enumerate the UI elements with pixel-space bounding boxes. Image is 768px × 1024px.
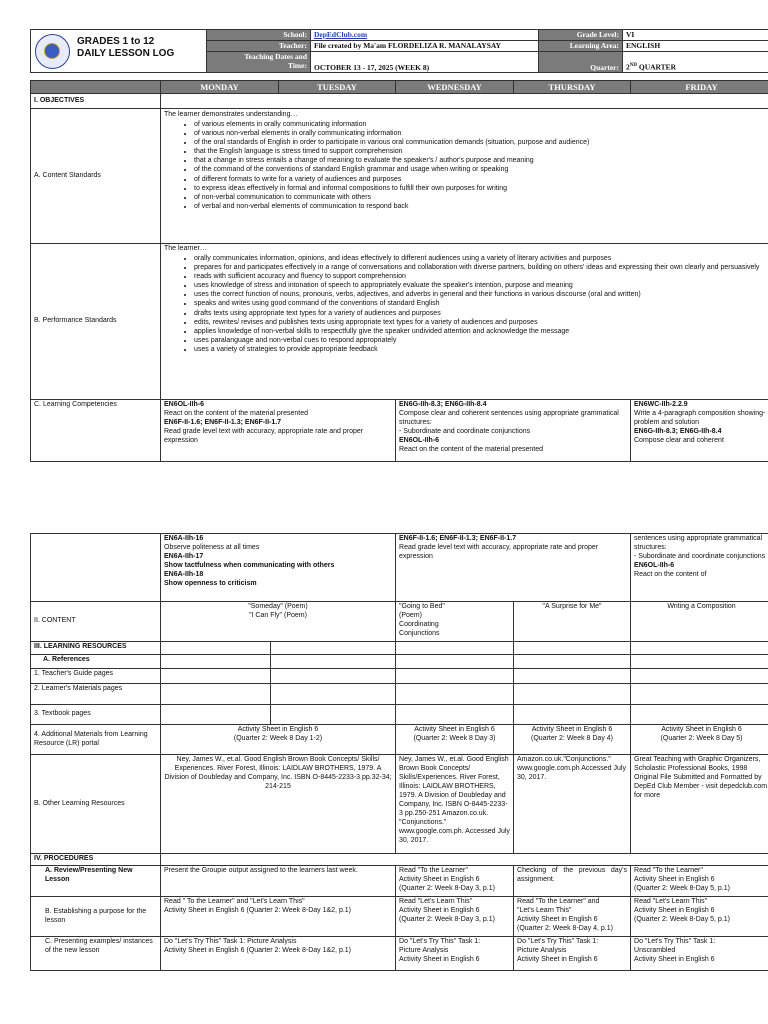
dates-label: Teaching Dates and Time: [207,51,311,73]
quarter-label: Quarter: [539,51,623,73]
content-thu: "A Surprise for Me" [514,602,631,642]
content-wed: "Going to Bed" (Poem) Coordinating Conjunctions [396,602,514,642]
performance-standards-cell: The learner… • orally communicates information, opinions, and ideas effectively to different audiences using a variety of literary activities and purposes • prepares for and participates effectively in a range of conversations and collaboration with diverse partners, building on others' ideas and expressing their own clearly and persuasively • reads with sufficient accuracy and fluency to support comprehension • uses knowledge of stress and intonation of speech to appropriately evaluate the speaker's intention, purpose and meaning • uses the correct function of nouns, pronouns, verbs, adjectives, and adverbs in general and their functions in various discourse (oral and written) • speaks and writes using good command of the conventions of standard English • drafts texts using appropriate text types for a variety of audiences and purposes • edits, rewrites/ revises and publishes texts using appropriate text types for a variety of audiences and purposes • applies knowledge of non-verbal skills to respectfully give the speaker undivided attention and acknowledge the message • uses paralanguage and non-verbal cues to respond appropriately • uses a variety of strategies to provide appropriate feedback [161,244,768,400]
procedure-b-label: B. Establishing a purpose for the lesson [31,897,161,937]
day-tuesday: TUESDAY [279,81,396,94]
procedure-b-thu: Read "To the Learner" and "Let's Learn This" Activity Sheet in English 6 (Quarter 2: Week 8-Day 4, p.1) [514,897,631,937]
school-label: School: [207,30,311,41]
day-wednesday: WEDNESDAY [396,81,514,94]
content-mon-tue: "Someday" (Poem) "I Can Fly" (Poem) [161,602,396,642]
additional-fri: Activity Sheet in English 6 (Quarter 2: Week 8 Day 5) [631,725,768,755]
content-standards-cell: The learner demonstrates understanding… • of various elements in orally communicating information • of various non-verbal elements in orally communicating information • of the oral standards of English in order to participate in various oral communication demands (situation, purpose and audience) • that the English language is stress timed to support comprehension • that a change in stress entails a change of meaning to evaluate the speaker's / author's purpose and meaning • of the command of the conventions of standard English grammar and usage when writing or speaking • of different formats to write for a variety of audiences and purposes • to express ideas effectively in formal and informal compositions to fulfill their own purposes for writing • of non-verbal communication to communicate with others • of verbal and non-verbal elements of communication to respond back [161,109,768,244]
other-resources-wed: Ney, James W., et.al. Good English Brown Book Concepts/ Skills/Experiences. River Forest, Illinois: LAIDLAW BROTHERS, 1979. A Division of Doubleday and Company, Inc. ISBN O-8445-2233-3 pp.250-251 Amazon.co.uk. "Conjunctions." www.google.com.ph. Accessed July 30, 2017. [396,755,514,854]
objectives-table [30,93,768,462]
competencies-label: C. Learning Competencies [31,400,161,462]
grade-label: Grade Level: [539,30,623,41]
procedure-c-fri: Do "Let's Try This" Task 1: Unscrambled Activity Sheet in English 6 [631,937,768,971]
header-title-cell [31,30,207,73]
competencies-mon-tue: EN6OL-IIh-6 React on the content of the material presented EN6F-II-1.6; EN6F-II-1.3; EN6F-II-1.7 Read grade level text with accuracy, appropriate rate and proper expression [161,400,396,462]
school-link[interactable]: DepEdClub.com [314,29,368,39]
textbook-label: 3. Textbook pages [31,705,161,725]
content-standards-label: A. Content Standards [31,109,161,244]
doc-title-line2: DAILY LESSON LOG [77,48,175,59]
competencies-cont-wed-thu: EN6F-II-1.6; EN6F-II-1.3; EN6F-II-1.7 Read grade level text with accuracy, appropriate rate and proper expression [396,534,631,602]
day-monday: MONDAY [161,81,279,94]
content-fri: Writing a Composition [631,602,768,642]
teacher-value: File created by Ma'am FLORDELIZA R. MANALAYSAY [311,40,539,51]
area-label: Learning Area: [539,40,623,51]
header-table [30,29,768,73]
additional-materials-label: 4. Additional Materials from Learning Resource (LR) portal [31,725,161,755]
additional-thu: Activity Sheet in English 6 (Quarter 2: Week 8 Day 4) [514,725,631,755]
area-value: ENGLISH [623,40,768,51]
competencies-wed-thu: EN6G-IIh-8.3; EN6G-IIh-8.4 Compose clear and coherent sentences using appropriate grammatical structures: - Subordinate and coordinate conjunctions EN6OL-IIh-6 React on the content of the material presented [396,400,631,462]
grade-value: VI [623,30,768,41]
performance-standards-label: B. Performance Standards [31,244,161,400]
procedure-a-wed: Read "To the Learner" Activity Sheet in English 6 (Quarter 2: Week 8-Day 3, p.1) [396,866,514,897]
resources-heading: III. LEARNING RESOURCES [31,642,161,655]
procedure-c-wed: Do "Let's Try This" Task 1: Picture Analysis Activity Sheet in English 6 [396,937,514,971]
procedure-b-mon-tue: Read " To the Learner" and "Let's Learn This" Activity Sheet in English 6 (Quarter 2: Week 8-Day 1&2, p.1) [161,897,396,937]
procedure-b-fri: Read "Let's Learn This" Activity Sheet in English 6 (Quarter 2: Week 8-Day 5, p.1) [631,897,768,937]
procedure-c-thu: Do "Let's Try This" Task 1: Picture Analysis Activity Sheet in English 6 [514,937,631,971]
teacher-label: Teacher: [207,40,311,51]
competencies-cont-fri: sentences using appropriate grammatical structures: - Subordinate and coordinate conjunctions EN6OL-IIh-6 React on the content of [631,534,768,602]
additional-wed: Activity Sheet in English 6 (Quarter 2: Week 8 Day 3) [396,725,514,755]
procedures-heading: IV. PROCEDURES [31,854,161,866]
procedure-a-fri: Read "To the Learner" Activity Sheet in English 6 (Quarter 2: Week 8-Day 5, p.1) [631,866,768,897]
other-resources-thu: Amazon.co.uk."Conjunctions." www.google.com.ph Accessed July 30, 2017. [514,755,631,854]
competencies-fri: EN6WC-IIh-2.2.9 Write a 4-paragraph composition showing- problem and solution EN6G-IIh-8.3; EN6G-IIh-8.4 Compose clear and coherent [631,400,768,462]
other-resources-fri: Great Teaching with Graphic Organizers, Scholastic Professional Books, 1998 Original File Submitted and Formatted by DepEd Club Member - visit depedclub.com for more [631,755,768,854]
additional-mon-tue: Activity Sheet in English 6 (Quarter 2: Week 8 Day 1-2) [161,725,396,755]
procedure-a-label: A. Review/Presenting New Lesson [31,866,161,897]
content-label: II. CONTENT [31,602,161,642]
procedure-c-mon-tue: Do "Let's Try This" Task 1: Picture Analysis Activity Sheet in English 6 (Quarter 2: Week 8-Day 1&2, p.1) [161,937,396,971]
quarter-value: 2ND QUARTER [623,51,768,73]
competencies-cont-mon-tue: EN6A-IIh-16 Observe politeness at all times EN6A-IIh-17 Show tactfulness when communicating with others EN6A-IIh-18 Show openness to criticism [161,534,396,602]
dates-value: OCTOBER 13 - 17, 2025 (WEEK 8) [311,51,539,73]
other-resources-mon-tue: Ney, James W., et.al. Good English Brown Book Concepts/ Skills/ Experiences. River Forest, Illinois: LAIDLAW BROTHERS, 1979. A Division of Doubleday and Company, Inc. ISBN O-8445-2233-3 pp.32-34; 214-215 [161,755,396,854]
procedure-c-label: C. Presenting examples/ instances of the new lesson [31,937,161,971]
day-friday: FRIDAY [631,81,768,94]
objectives-heading: I. OBJECTIVES [31,94,161,109]
procedure-a-mon-tue: Present the Groupie output assigned to the learners last week. [161,866,396,897]
doc-title-line1: GRADES 1 to 12 [77,36,155,47]
day-thursday: THURSDAY [514,81,631,94]
procedure-b-wed: Read "Let's Learn This" Activity Sheet in English 6 (Quarter 2: Week 8-Day 3, p.1) [396,897,514,937]
lesson-table-page2 [30,533,768,971]
learners-materials-label: 2. Learner's Materials pages [31,684,161,705]
references-label: A. References [31,655,161,669]
teachers-guide-label: 1. Teacher's Guide pages [31,669,161,684]
deped-seal-icon [35,34,70,69]
other-resources-label: B. Other Learning Resources [31,755,161,854]
procedure-a-thu: Checking of the previous day's assignment. [514,866,631,897]
day-header-row [30,80,768,94]
